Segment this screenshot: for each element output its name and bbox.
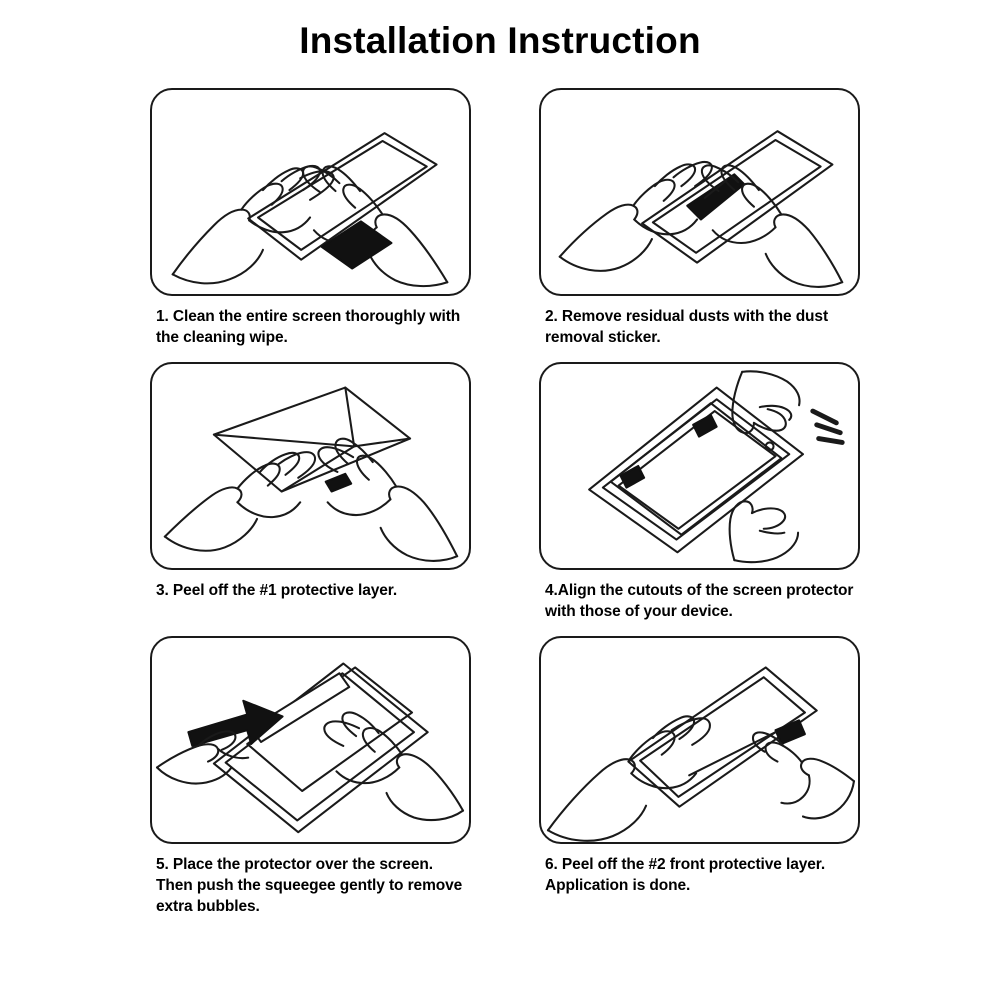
step-6 <box>539 636 860 917</box>
step-5 <box>150 636 471 917</box>
step-1-illustration <box>150 88 471 296</box>
step-3-illustration <box>150 362 471 570</box>
step-6-illustration <box>539 636 860 844</box>
step-1-caption: 1. Clean the entire screen thoroughly with the cleaning wipe. <box>156 308 461 346</box>
page-title: Installation Instruction <box>299 20 701 61</box>
step-4 <box>539 362 860 622</box>
step-4-illustration <box>539 362 860 570</box>
step-2-illustration <box>539 88 860 296</box>
step-2 <box>539 88 860 348</box>
step-5-illustration <box>150 636 471 844</box>
steps-grid <box>150 88 860 923</box>
step-3-caption: 3. Peel off the #1 protective layer. <box>156 582 398 599</box>
step-5-caption: 5. Place the protector over the screen. Then push the squeegee gently to remove extra bubbles. <box>156 856 463 915</box>
step-1 <box>150 88 471 348</box>
step-4-caption: 4.Align the cutouts of the screen protector with those of your device. <box>545 582 854 620</box>
step-6-caption: 6. Peel off the #2 front protective layer. Application is done. <box>545 856 826 894</box>
step-3 <box>150 362 471 622</box>
step-2-caption: 2. Remove residual dusts with the dust removal sticker. <box>545 308 829 346</box>
